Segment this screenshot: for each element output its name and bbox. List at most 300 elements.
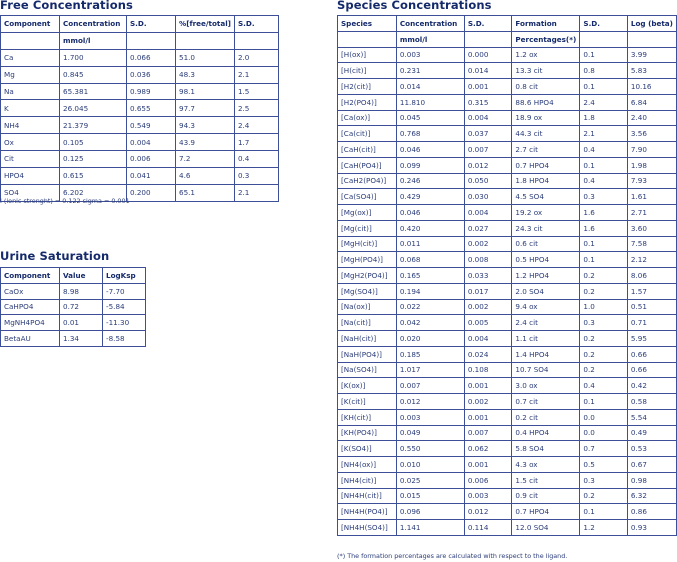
urine-saturation-table — [0, 267, 146, 347]
table-cell: 0.0 — [580, 409, 628, 425]
table-cell: 0.2 — [580, 362, 628, 378]
table-row — [338, 126, 677, 142]
table-cell: 0.4 — [580, 173, 628, 189]
table-cell: [CaH(cit)] — [338, 142, 397, 158]
table-cell: 0.2 — [580, 283, 628, 299]
table-cell: 0.615 — [60, 168, 127, 185]
table-cell: 0.549 — [127, 117, 176, 134]
table-cell: [K(ox)] — [338, 378, 397, 394]
table-cell: 10.7 SO4 — [512, 362, 580, 378]
table-cell: [NH4H(SO4)] — [338, 520, 397, 536]
table-cell: NH4 — [1, 117, 60, 134]
table-cell: [NH4(ox)] — [338, 457, 397, 473]
table-cell: 0.017 — [464, 283, 512, 299]
table-cell: 0.050 — [464, 173, 512, 189]
table-cell: 7.2 — [176, 151, 235, 168]
table-cell: CaOx — [1, 283, 60, 299]
table-cell: 0.550 — [396, 441, 464, 457]
table-cell: 9.4 ox — [512, 299, 580, 315]
table-cell: 0.004 — [464, 331, 512, 347]
table-cell: 0.125 — [60, 151, 127, 168]
table-row — [338, 236, 677, 252]
table-row — [1, 66, 279, 83]
table-row — [338, 79, 677, 95]
table-cell: 2.1 — [234, 184, 278, 201]
table-cell: 1.34 — [60, 331, 103, 347]
ionic-strength-note: I (ionic strenght) = 0.122 sigma = 0.001 — [0, 197, 130, 205]
table-row — [1, 151, 279, 168]
table-cell: 0.042 — [396, 315, 464, 331]
table-cell: 0.008 — [464, 252, 512, 268]
table-cell: 21.379 — [60, 117, 127, 134]
table-row — [338, 205, 677, 221]
table-cell: [H(cit)] — [338, 63, 397, 79]
table-cell: 2.0 SO4 — [512, 283, 580, 299]
table-cell: HPO4 — [1, 168, 60, 185]
table-row — [1, 49, 279, 66]
table-row — [1, 117, 279, 134]
table-row — [338, 409, 677, 425]
table-cell: 0.045 — [396, 110, 464, 126]
table-cell: 7.90 — [627, 142, 676, 158]
table-row — [338, 173, 677, 189]
column-header: S.D. — [127, 16, 176, 33]
table-cell: [NaH(PO4)] — [338, 346, 397, 362]
table-cell: MgNH4PO4 — [1, 315, 60, 331]
table-cell: 0.002 — [464, 394, 512, 410]
table-cell: 1.2 HPO4 — [512, 268, 580, 284]
column-header: Species — [338, 16, 397, 32]
table-cell: 65.1 — [176, 184, 235, 201]
table-cell: 1.4 HPO4 — [512, 346, 580, 362]
table-cell: 0.4 — [234, 151, 278, 168]
table-cell: 0.066 — [127, 49, 176, 66]
units-row — [338, 31, 677, 47]
table-cell: 0.5 HPO4 — [512, 252, 580, 268]
table-cell: 5.8 SO4 — [512, 441, 580, 457]
column-header: Value — [60, 268, 103, 284]
unit-cell: mmol/l — [60, 32, 127, 49]
table-cell: 0.86 — [627, 504, 676, 520]
table-cell: 0.004 — [127, 134, 176, 151]
table-cell: 0.010 — [396, 457, 464, 473]
table-cell: 0.096 — [396, 504, 464, 520]
table-cell: 0.007 — [396, 378, 464, 394]
table-cell: -5.84 — [103, 299, 146, 315]
table-cell: [K(SO4)] — [338, 441, 397, 457]
table-cell: 48.3 — [176, 66, 235, 83]
header-row — [1, 16, 279, 33]
table-cell: 0.003 — [396, 409, 464, 425]
table-cell: 5.54 — [627, 409, 676, 425]
table-cell: 97.7 — [176, 100, 235, 117]
table-cell: 6.84 — [627, 94, 676, 110]
table-cell: [NaH(cit)] — [338, 331, 397, 347]
table-cell: 0.014 — [396, 79, 464, 95]
table-row — [1, 134, 279, 151]
table-cell: 1.1 cit — [512, 331, 580, 347]
table-cell: [Mg(ox)] — [338, 205, 397, 221]
table-cell: 0.033 — [464, 268, 512, 284]
table-cell: 18.9 ox — [512, 110, 580, 126]
table-cell: 1.5 — [234, 83, 278, 100]
table-cell: 0.030 — [464, 189, 512, 205]
table-cell: 0.000 — [464, 47, 512, 63]
table-cell: 0.1 — [580, 394, 628, 410]
table-cell: 51.0 — [176, 49, 235, 66]
table-cell: [CaH2(PO4)] — [338, 173, 397, 189]
table-cell: 0.007 — [464, 425, 512, 441]
column-header: S.D. — [580, 16, 628, 32]
table-row — [338, 283, 677, 299]
table-row — [338, 425, 677, 441]
table-cell: 1.2 — [580, 520, 628, 536]
table-cell: 0.015 — [396, 488, 464, 504]
free-concentrations-table — [0, 15, 279, 202]
table-row — [338, 63, 677, 79]
species-concentrations-table — [337, 15, 677, 536]
table-cell: 0.93 — [627, 520, 676, 536]
table-cell: [NH4(cit)] — [338, 472, 397, 488]
column-header: Formation — [512, 16, 580, 32]
table-cell: 2.71 — [627, 205, 676, 221]
table-cell: 0.001 — [464, 79, 512, 95]
table-cell: 0.315 — [464, 94, 512, 110]
table-cell: 0.7 — [580, 441, 628, 457]
table-cell: 0.194 — [396, 283, 464, 299]
table-cell: [Na(SO4)] — [338, 362, 397, 378]
table-cell: K — [1, 100, 60, 117]
table-cell: 0.185 — [396, 346, 464, 362]
table-row — [1, 168, 279, 185]
table-cell: 3.0 ox — [512, 378, 580, 394]
table-cell: 0.1 — [580, 504, 628, 520]
table-cell: 2.5 — [234, 100, 278, 117]
table-cell: 6.202 — [60, 184, 127, 201]
table-cell: 1.2 ox — [512, 47, 580, 63]
table-cell: [K(cit)] — [338, 394, 397, 410]
table-cell: 0.01 — [60, 315, 103, 331]
table-cell: 0.6 cit — [512, 236, 580, 252]
table-cell: [Ca(SO4)] — [338, 189, 397, 205]
table-row — [1, 83, 279, 100]
table-cell: 13.3 cit — [512, 63, 580, 79]
table-cell: 0.1 — [580, 47, 628, 63]
table-row — [338, 457, 677, 473]
table-row — [338, 331, 677, 347]
formation-footnote: (*) The formation percentages are calculated with respect to the ligand. — [337, 552, 568, 560]
table-cell: 8.06 — [627, 268, 676, 284]
table-cell: [MgH(PO4)] — [338, 252, 397, 268]
unit-cell — [176, 32, 235, 49]
table-row — [338, 157, 677, 173]
units-row — [1, 32, 279, 49]
table-row — [338, 504, 677, 520]
table-cell: 6.32 — [627, 488, 676, 504]
table-cell: 0.7 HPO4 — [512, 504, 580, 520]
table-cell: 10.16 — [627, 79, 676, 95]
table-cell: 1.700 — [60, 49, 127, 66]
table-cell: 0.012 — [464, 504, 512, 520]
table-cell: 2.12 — [627, 252, 676, 268]
table-row — [338, 142, 677, 158]
table-cell: 0.012 — [396, 394, 464, 410]
table-cell: 0.007 — [464, 142, 512, 158]
table-cell: [Na(cit)] — [338, 315, 397, 331]
table-cell: 0.3 — [234, 168, 278, 185]
table-cell: 0.845 — [60, 66, 127, 83]
table-cell: 0.4 HPO4 — [512, 425, 580, 441]
table-cell: 0.3 — [580, 315, 628, 331]
table-row — [338, 394, 677, 410]
table-cell: 0.114 — [464, 520, 512, 536]
table-row — [1, 315, 146, 331]
table-cell: 0.025 — [396, 472, 464, 488]
table-cell: [MgH2(PO4)] — [338, 268, 397, 284]
table-cell: Mg — [1, 66, 60, 83]
table-cell: 0.9 cit — [512, 488, 580, 504]
header-row — [1, 268, 146, 284]
unit-cell — [127, 32, 176, 49]
table-cell: 88.6 HPO4 — [512, 94, 580, 110]
table-cell: 0.014 — [464, 63, 512, 79]
table-row — [338, 441, 677, 457]
species-concentrations-title: Species Concentrations — [337, 0, 492, 12]
unit-cell — [580, 31, 628, 47]
unit-cell — [627, 31, 676, 47]
column-header: Component — [1, 268, 60, 284]
table-cell: 0.2 — [580, 268, 628, 284]
table-cell: 1.98 — [627, 157, 676, 173]
table-cell: 5.95 — [627, 331, 676, 347]
table-row — [338, 47, 677, 63]
table-cell: 0.027 — [464, 220, 512, 236]
table-row — [338, 94, 677, 110]
table-cell: 1.017 — [396, 362, 464, 378]
table-cell: [CaH(PO4)] — [338, 157, 397, 173]
table-row — [1, 331, 146, 347]
table-cell: 0.5 — [580, 457, 628, 473]
table-cell: 0.7 cit — [512, 394, 580, 410]
table-cell: 1.7 — [234, 134, 278, 151]
table-cell: 0.8 cit — [512, 79, 580, 95]
table-cell: 1.0 — [580, 299, 628, 315]
table-cell: 0.006 — [464, 472, 512, 488]
table-cell: 3.60 — [627, 220, 676, 236]
table-cell: 0.1 — [580, 252, 628, 268]
table-cell: 0.011 — [396, 236, 464, 252]
table-row — [338, 520, 677, 536]
table-cell: 2.1 — [580, 126, 628, 142]
table-cell: [NH4H(PO4)] — [338, 504, 397, 520]
table-cell: 0.58 — [627, 394, 676, 410]
table-row — [338, 378, 677, 394]
column-header: %[free/total] — [176, 16, 235, 33]
table-cell: 3.56 — [627, 126, 676, 142]
table-cell: 0.42 — [627, 378, 676, 394]
table-cell: 0.429 — [396, 189, 464, 205]
column-header: S.D. — [234, 16, 278, 33]
table-cell: 0.72 — [60, 299, 103, 315]
table-cell: 43.9 — [176, 134, 235, 151]
table-cell: Cit — [1, 151, 60, 168]
table-cell: 0.2 cit — [512, 409, 580, 425]
table-cell: 94.3 — [176, 117, 235, 134]
table-cell: 0.51 — [627, 299, 676, 315]
table-cell: 0.003 — [396, 47, 464, 63]
table-cell: 0.246 — [396, 173, 464, 189]
table-cell: 2.7 cit — [512, 142, 580, 158]
table-cell: 0.49 — [627, 425, 676, 441]
table-cell: 1.6 — [580, 205, 628, 221]
table-cell: 4.6 — [176, 168, 235, 185]
table-cell: 1.8 — [580, 110, 628, 126]
header-row — [338, 16, 677, 32]
unit-cell: Percentages(*) — [512, 31, 580, 47]
table-cell: 0.71 — [627, 315, 676, 331]
table-cell: 0.0 — [580, 425, 628, 441]
free-concentrations-title: Free Concentrations — [0, 0, 133, 12]
table-cell: 0.7 HPO4 — [512, 157, 580, 173]
table-cell: 8.98 — [60, 283, 103, 299]
table-cell: 2.0 — [234, 49, 278, 66]
column-header: Component — [1, 16, 60, 33]
table-cell: 0.3 — [580, 189, 628, 205]
table-cell: 2.4 cit — [512, 315, 580, 331]
table-cell: [KH(PO4)] — [338, 425, 397, 441]
table-cell: 0.099 — [396, 157, 464, 173]
table-cell: [Ca(ox)] — [338, 110, 397, 126]
table-cell: 0.062 — [464, 441, 512, 457]
table-cell: 0.068 — [396, 252, 464, 268]
table-cell: 0.67 — [627, 457, 676, 473]
table-cell: 7.58 — [627, 236, 676, 252]
table-cell: 0.041 — [127, 168, 176, 185]
table-cell: CaHPO4 — [1, 299, 60, 315]
table-cell: 0.8 — [580, 63, 628, 79]
table-cell: [Mg(SO4)] — [338, 283, 397, 299]
table-row — [1, 283, 146, 299]
table-cell: 0.4 — [580, 142, 628, 158]
table-cell: [H2(PO4)] — [338, 94, 397, 110]
table-cell: 11.810 — [396, 94, 464, 110]
table-cell: -11.30 — [103, 315, 146, 331]
table-cell: 0.200 — [127, 184, 176, 201]
table-row — [338, 110, 677, 126]
table-cell: 4.3 ox — [512, 457, 580, 473]
table-cell: 0.046 — [396, 142, 464, 158]
table-cell: 0.004 — [464, 205, 512, 221]
unit-cell — [338, 31, 397, 47]
column-header: Log (beta) — [627, 16, 676, 32]
table-row — [1, 100, 279, 117]
table-cell: 0.66 — [627, 362, 676, 378]
table-cell: 0.420 — [396, 220, 464, 236]
table-cell: 0.006 — [127, 151, 176, 168]
table-cell: 0.108 — [464, 362, 512, 378]
table-row — [338, 472, 677, 488]
table-cell: 0.3 — [580, 472, 628, 488]
table-cell: 1.57 — [627, 283, 676, 299]
table-row — [338, 315, 677, 331]
table-cell: 1.8 HPO4 — [512, 173, 580, 189]
table-cell: [NH4H(cit)] — [338, 488, 397, 504]
table-cell: 2.4 — [580, 94, 628, 110]
unit-cell — [234, 32, 278, 49]
table-cell: 0.105 — [60, 134, 127, 151]
table-cell: 0.046 — [396, 205, 464, 221]
table-cell: 19.2 ox — [512, 205, 580, 221]
table-cell: 0.66 — [627, 346, 676, 362]
table-cell: 0.003 — [464, 488, 512, 504]
table-row — [1, 299, 146, 315]
table-cell: Na — [1, 83, 60, 100]
table-cell: -7.70 — [103, 283, 146, 299]
table-cell: Ca — [1, 49, 60, 66]
column-header: Concentration — [60, 16, 127, 33]
table-row — [338, 362, 677, 378]
table-cell: [KH(cit)] — [338, 409, 397, 425]
unit-cell: mmol/l — [396, 31, 464, 47]
table-row — [338, 189, 677, 205]
table-cell: 1.5 cit — [512, 472, 580, 488]
table-cell: 0.2 — [580, 331, 628, 347]
table-cell: 26.045 — [60, 100, 127, 117]
table-cell: 0.037 — [464, 126, 512, 142]
table-cell: [Mg(cit)] — [338, 220, 397, 236]
unit-cell — [464, 31, 512, 47]
table-cell: BetaAU — [1, 331, 60, 347]
table-cell: 0.231 — [396, 63, 464, 79]
table-cell: 0.002 — [464, 236, 512, 252]
table-cell: 1.61 — [627, 189, 676, 205]
table-cell: 0.53 — [627, 441, 676, 457]
table-cell: 0.002 — [464, 299, 512, 315]
table-cell: 0.2 — [580, 346, 628, 362]
table-cell: 0.012 — [464, 157, 512, 173]
table-cell: 0.1 — [580, 236, 628, 252]
table-cell: 0.001 — [464, 378, 512, 394]
table-cell: 4.5 SO4 — [512, 189, 580, 205]
table-row — [338, 220, 677, 236]
table-cell: 2.4 — [234, 117, 278, 134]
table-cell: 0.024 — [464, 346, 512, 362]
table-cell: 0.036 — [127, 66, 176, 83]
table-cell: [H2(cit)] — [338, 79, 397, 95]
table-cell: 0.165 — [396, 268, 464, 284]
table-cell: 24.3 cit — [512, 220, 580, 236]
table-cell: 0.001 — [464, 409, 512, 425]
table-cell: 0.98 — [627, 472, 676, 488]
table-cell: 0.1 — [580, 157, 628, 173]
table-cell: 1.6 — [580, 220, 628, 236]
table-cell: 12.0 SO4 — [512, 520, 580, 536]
table-cell: 0.020 — [396, 331, 464, 347]
table-cell: SO4 — [1, 184, 60, 201]
table-cell: 0.768 — [396, 126, 464, 142]
table-cell: [Na(ox)] — [338, 299, 397, 315]
table-cell: Ox — [1, 134, 60, 151]
table-cell: 0.022 — [396, 299, 464, 315]
table-cell: -8.58 — [103, 331, 146, 347]
table-cell: 3.99 — [627, 47, 676, 63]
table-cell: [H(ox)] — [338, 47, 397, 63]
table-cell: 2.40 — [627, 110, 676, 126]
table-row — [338, 488, 677, 504]
column-header: Concentration — [396, 16, 464, 32]
table-cell: 1.141 — [396, 520, 464, 536]
table-row — [338, 299, 677, 315]
